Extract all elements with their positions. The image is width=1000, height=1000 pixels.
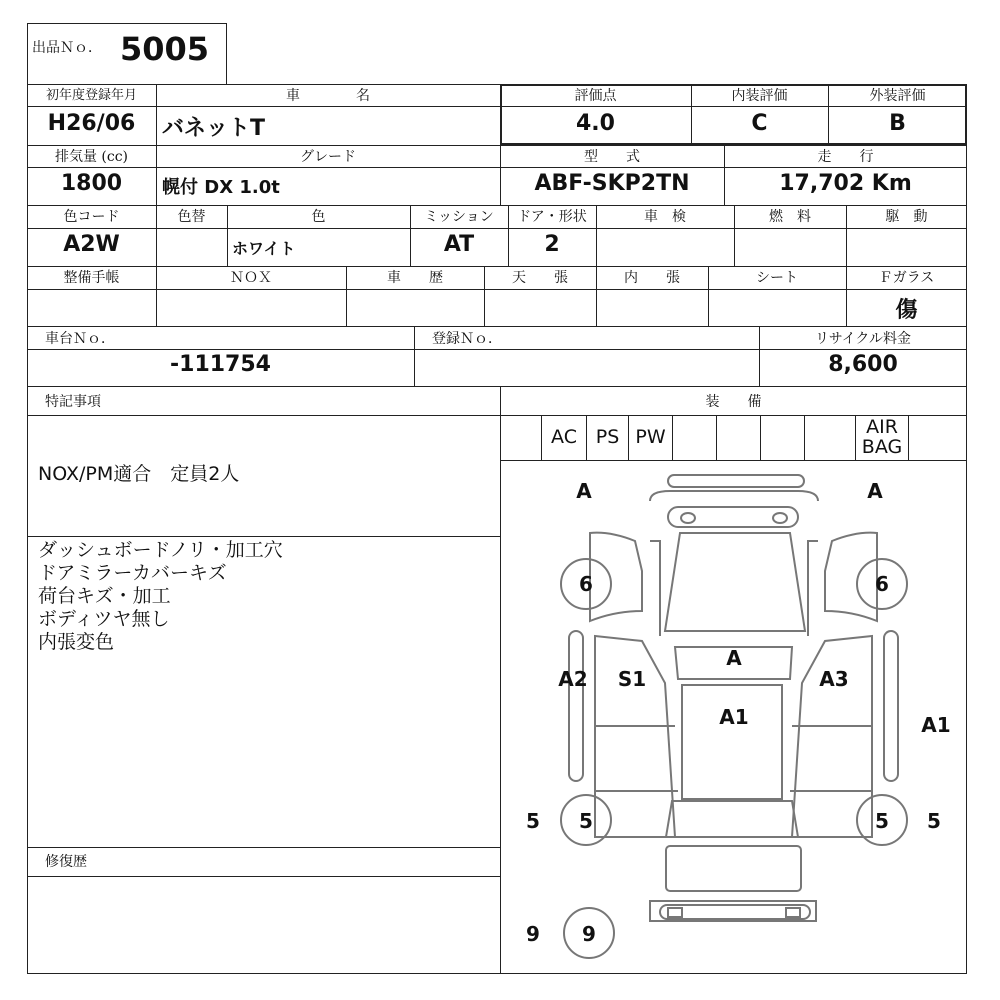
drive-label: 駆 動 (885, 209, 928, 225)
notes-line: 荷台キズ・加工 (38, 585, 171, 607)
repair-label: 修復歴 (45, 854, 87, 870)
notes-line: ダッシュボードノリ・加工穴 (38, 539, 283, 561)
recycle-label: リサイクル料金 (814, 331, 912, 347)
score-value: 4.0 (576, 111, 615, 136)
recycle-value: 8,600 (828, 352, 898, 377)
mileage-value: 17,702 Km (779, 171, 912, 196)
notes-line: 内張変色 (38, 631, 115, 653)
color-code-label: 色コード (63, 209, 120, 225)
mark-tire-fl: 6 (579, 572, 593, 596)
mark-front-left: A (576, 479, 592, 503)
mission-value: AT (443, 232, 475, 257)
lot-number: 5005 (120, 30, 210, 68)
exterior-value: B (889, 111, 906, 136)
mark-side-right: A1 (921, 713, 951, 737)
fuel-label: 燃 料 (769, 209, 811, 225)
color-label: 色 (311, 209, 326, 225)
mark-tire-fr: 6 (875, 572, 889, 596)
mark-tire-rr: 5 (875, 809, 889, 833)
fglass-label: Ｆガラス (878, 270, 935, 286)
displacement-value: 1800 (60, 171, 123, 196)
inspection-label: 車 検 (644, 209, 686, 225)
mark-front-right: A (867, 479, 883, 503)
door-label: ドア・形状 (517, 209, 587, 225)
grade-label: グレード (300, 149, 356, 165)
score-label: 評価点 (574, 88, 617, 104)
door-value: 2 (544, 232, 560, 257)
grade-value: 幌付 DX 1.0t (162, 177, 280, 198)
mark-spare: 9 (582, 922, 596, 946)
mark-door-left: A2 (558, 667, 588, 691)
exterior-label: 外装評価 (869, 88, 926, 104)
mark-tire-rl-out: 5 (526, 809, 540, 833)
mission-label: ミッション (424, 209, 494, 225)
seat-label: シート (756, 270, 798, 286)
chassis-label: 車台Ｎｏ． (45, 331, 115, 347)
mark-spare-out: 9 (526, 922, 540, 946)
notes-line: ドアミラーカバーキズ (38, 562, 227, 584)
mark-windshield: A (726, 646, 742, 670)
mark-s-left: S1 (617, 667, 647, 691)
roof-label: 天 張 (512, 270, 568, 286)
mark-tire-rr-out: 5 (927, 809, 941, 833)
nox-label: ＮＯＸ (230, 270, 272, 286)
interior-value: C (751, 111, 768, 136)
mark-roof: A1 (719, 705, 749, 729)
fglass-value: 傷 (895, 298, 918, 323)
equipment-ac: AC (551, 426, 577, 448)
notes-line: ボディツヤ無し (38, 608, 170, 630)
name-value: バネットT (162, 116, 266, 141)
lot-label: 出品Ｎｏ． (32, 40, 102, 56)
displacement-label: 排気量 (cc) (54, 149, 129, 165)
equipment-ps: PS (595, 426, 620, 448)
equipment-pw: PW (635, 426, 666, 448)
model-value: ABF-SKP2TN (534, 171, 690, 196)
color-change-label: 色替 (177, 209, 206, 225)
model-label: 型 式 (584, 149, 640, 165)
service-label: 整備手帳 (63, 270, 120, 286)
interior-label: 内装評価 (731, 88, 788, 104)
history-label: 車 歴 (387, 270, 443, 286)
year-value: H26/06 (47, 111, 136, 136)
year-label: 初年度登録年月 (45, 88, 137, 103)
name-label: 車 名 (286, 88, 370, 104)
color-code-value: A2W (63, 232, 120, 257)
color-value: ホワイト (232, 239, 296, 258)
equipment-label: 装 備 (705, 394, 762, 410)
notes-line-0: NOX/PM適合 定員2人 (38, 463, 240, 485)
reg-label: 登録Ｎｏ． (432, 331, 502, 347)
mark-door-right: A3 (819, 667, 849, 691)
chassis-value: -111754 (170, 352, 271, 377)
interior-trim-label: 内 張 (624, 270, 680, 286)
notes-label: 特記事項 (45, 394, 101, 410)
mileage-label: 走 行 (817, 149, 874, 165)
equipment-airbag: AIR BAG (861, 416, 903, 458)
mark-tire-rl: 5 (579, 809, 593, 833)
